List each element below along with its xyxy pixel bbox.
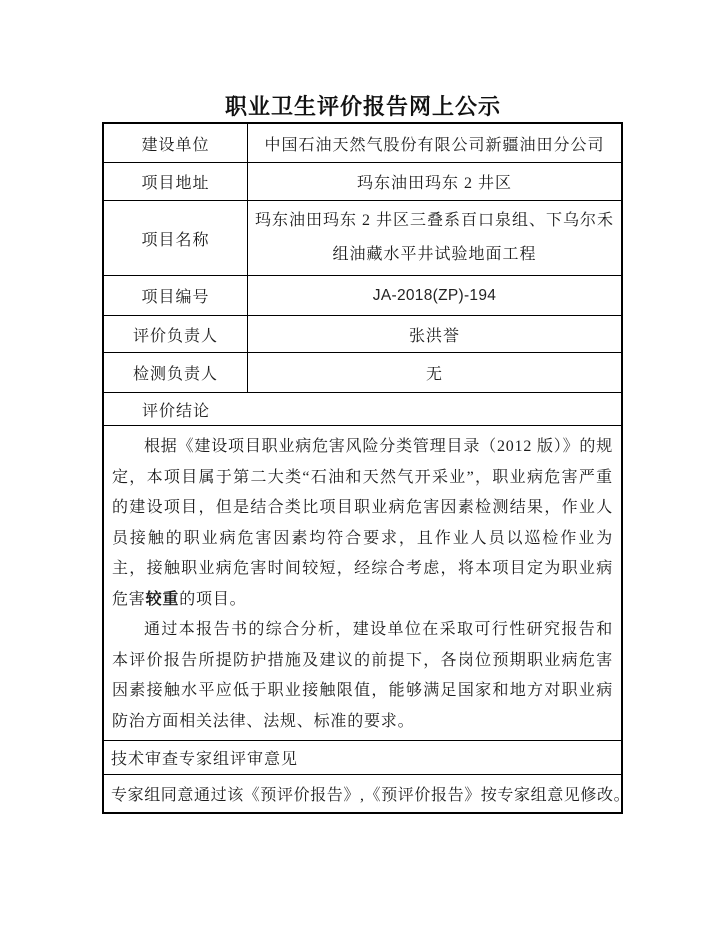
row-value: 玛东油田玛东 2 井区 (356, 175, 512, 192)
conclusion-paragraph-2: 通过本报告书的综合分析，建设单位在采取可行性研究报告和本评价报告所提防护措施及建议的前提下，各岗位预期职业病危害因素接触水平应低于职业接触限值，能够满足国家和地方对职业病防治方面相关法律、法规、标准的要求。 (112, 621, 613, 730)
table-row-project-name (104, 200, 621, 275)
row-label: 项目编号 (104, 276, 248, 315)
publicity-table (102, 122, 631, 814)
table-row-construction-unit (104, 124, 621, 162)
document-title: 职业卫生评价报告网上公示 (224, 94, 501, 119)
row-value: 中国石油天然气股份有限公司新疆油田分公司 (264, 136, 605, 154)
row-value: JA-2018(ZP)-194 (372, 286, 497, 304)
expert-review-header-label: 技术审查专家组评审意见 (111, 751, 299, 768)
table-row-project-address (104, 162, 621, 200)
row-label: 评价负责人 (104, 316, 248, 352)
table-row-expert-header (104, 740, 621, 774)
conclusion-header-label: 评价结论 (142, 402, 211, 420)
table-row-conclusion-header (104, 392, 621, 425)
table-row-expert-opinion (104, 774, 631, 812)
project-name-line-2: 组油藏水平井试验地面工程 (332, 246, 537, 263)
table-row-evaluation-lead (104, 315, 621, 352)
conclusion-text (104, 426, 621, 740)
row-label: 建设单位 (104, 124, 248, 162)
table-row-project-number (104, 275, 621, 315)
project-name-line-1: 玛东油田玛东 2 井区三叠系百口泉组、下乌尔禾 (254, 212, 614, 229)
expert-opinion-text: 专家组同意通过该《预评价报告》,《预评价报告》按专家组意见修改。 (111, 787, 631, 804)
row-value: 张洪誉 (408, 327, 460, 345)
table-row-testing-lead (104, 352, 621, 392)
row-label: 项目地址 (104, 163, 248, 200)
conclusion-paragraph-1: 根据《建设项目职业病危害风险分类管理目录（2012 版）》的规定，本项目属于第二大类“石油和天然气开采业”，职业病危害严重的建设项目，但是结合类比项目职业病危害因素检测结果，作业人员接触的职业病危害因素均符合要求，且作业人员以巡检作业为主，接触职业病危害时间较短，经综合考虑，将本项目定为职业病危害较重的项目。 (112, 438, 613, 608)
row-label: 项目名称 (104, 201, 248, 275)
row-value: 无 (425, 366, 443, 383)
table-row-conclusion-body (104, 425, 621, 740)
row-value (248, 201, 621, 275)
row-label: 检测负责人 (104, 353, 248, 392)
conclusion-bold-severity: 较重 (145, 590, 180, 608)
